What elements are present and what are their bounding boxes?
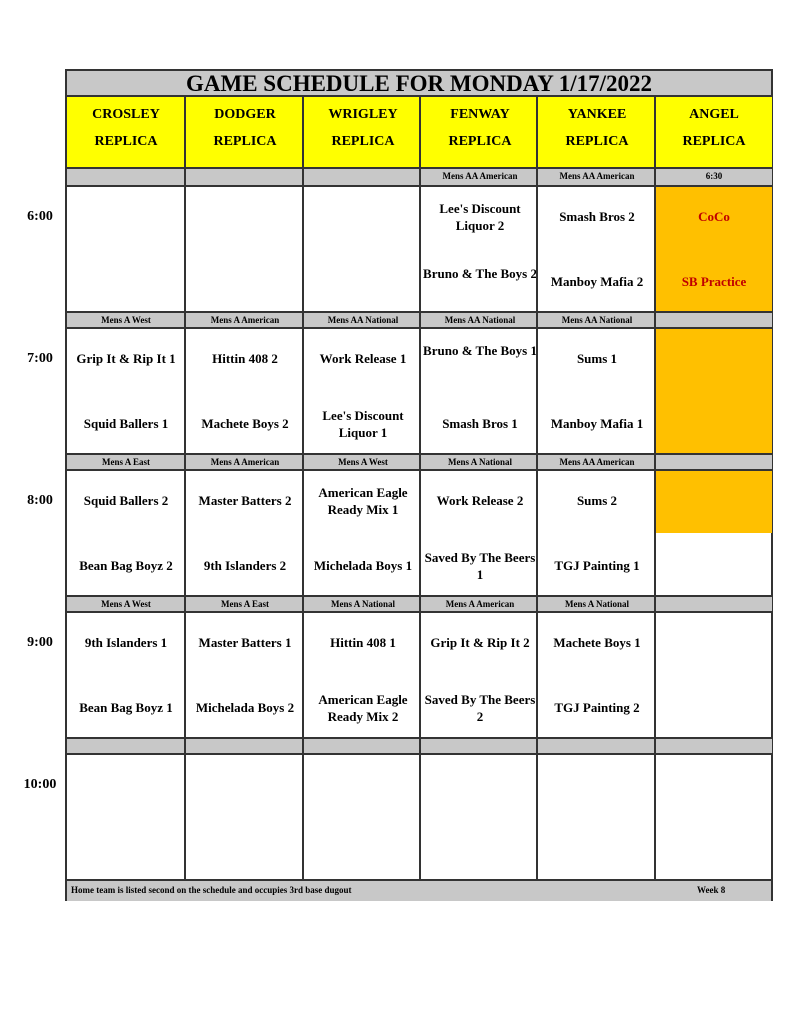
team-home: SB Practice xyxy=(681,274,747,289)
team-away: Squid Ballers 2 xyxy=(83,493,169,508)
team-home: Bruno & The Boys 2 xyxy=(423,266,537,281)
time-slot xyxy=(304,187,422,311)
division-label xyxy=(656,311,772,329)
team-home: Bean Bag Boyz 2 xyxy=(79,558,173,573)
time-slot xyxy=(538,613,656,737)
team-away: Sums 1 xyxy=(576,351,618,366)
team-home: Lee's Discount Liquor 1 xyxy=(322,408,404,440)
team-home: Manboy Mafia 2 xyxy=(550,274,644,289)
field-subtitle: REPLICA xyxy=(213,134,277,149)
time-slot xyxy=(186,613,304,737)
division-label: Mens A West xyxy=(67,595,185,613)
time-label-1000: 10:00 xyxy=(23,777,57,792)
schedule-sheet xyxy=(65,69,773,901)
field-header xyxy=(186,97,304,169)
division-label: Mens A East xyxy=(186,595,304,613)
time-slot xyxy=(656,329,772,453)
team-home: Smash Bros 1 xyxy=(442,416,518,431)
division-label: Mens A West xyxy=(304,453,422,471)
team-home: Manboy Mafia 1 xyxy=(550,416,644,431)
team-away: Grip It & Rip It 1 xyxy=(76,351,176,366)
division-label: Mens AA American xyxy=(538,453,656,471)
week-label: Week 8 xyxy=(697,885,726,895)
field-name: WRIGLEY xyxy=(328,107,398,122)
team-home: Bean Bag Boyz 1 xyxy=(79,700,173,715)
division-label: Mens A American xyxy=(186,311,304,329)
field-column-fenway xyxy=(419,97,539,901)
field-subtitle: REPLICA xyxy=(565,134,629,149)
team-home: Saved By The Beers 2 xyxy=(424,692,536,724)
team-home: Michelada Boys 2 xyxy=(195,700,295,715)
team-away: Work Release 2 xyxy=(436,493,524,508)
field-header xyxy=(304,97,422,169)
field-header xyxy=(421,97,539,169)
division-label xyxy=(67,169,185,187)
time-slot xyxy=(538,755,656,879)
time-slot xyxy=(304,613,422,737)
field-subtitle: REPLICA xyxy=(448,134,512,149)
time-slot xyxy=(186,187,304,311)
time-slot xyxy=(186,329,304,453)
time-label-800: 8:00 xyxy=(27,493,53,508)
field-name: YANKEE xyxy=(567,107,627,122)
field-column-crosley xyxy=(67,97,185,901)
division-label: Mens A National xyxy=(304,595,422,613)
field-header xyxy=(538,97,656,169)
division-label: Mens AA National xyxy=(538,311,656,329)
field-column-dodger xyxy=(184,97,304,901)
division-label: Mens AA American xyxy=(538,169,656,187)
time-slot xyxy=(304,329,422,453)
time-label-600: 6:00 xyxy=(27,209,53,224)
time-label-900: 9:00 xyxy=(27,635,53,650)
team-away: Hittin 408 2 xyxy=(212,351,278,366)
field-header xyxy=(67,97,185,169)
division-label: Mens A National xyxy=(421,453,539,471)
division-label: Mens AA National xyxy=(304,311,422,329)
team-away: Grip It & Rip It 2 xyxy=(430,635,530,650)
team-away: Lee's Discount Liquor 2 xyxy=(439,201,521,233)
schedule-title: GAME SCHEDULE FOR MONDAY 1/17/2022 xyxy=(67,71,771,97)
division-label xyxy=(421,737,539,755)
division-label: Mens A West xyxy=(67,311,185,329)
division-label: Mens A East xyxy=(67,453,185,471)
field-subtitle: REPLICA xyxy=(94,134,158,149)
time-slot xyxy=(421,329,539,453)
field-name: FENWAY xyxy=(450,107,510,122)
time-slot xyxy=(67,187,185,311)
time-slot xyxy=(67,613,185,737)
team-home: Squid Ballers 1 xyxy=(83,416,169,431)
division-label: Mens AA National xyxy=(421,311,539,329)
division-label xyxy=(186,169,304,187)
division-label: Mens A American xyxy=(186,453,304,471)
division-label: Mens AA American xyxy=(421,169,539,187)
team-home: Saved By The Beers 1 xyxy=(424,550,536,582)
team-home: TGJ Painting 2 xyxy=(554,700,640,715)
team-away: American Eagle Ready Mix 1 xyxy=(318,485,408,517)
team-away: Master Batters 2 xyxy=(198,493,292,508)
team-home: Michelada Boys 1 xyxy=(313,558,413,573)
team-away: Work Release 1 xyxy=(319,351,407,366)
field-name: DODGER xyxy=(214,107,276,122)
team-away: CoCo xyxy=(698,209,730,224)
practice-block xyxy=(656,471,772,533)
team-away: 9th Islanders 1 xyxy=(84,635,168,650)
division-label xyxy=(538,737,656,755)
field-name: ANGEL xyxy=(689,107,739,122)
time-slot xyxy=(67,329,185,453)
time-slot xyxy=(656,187,772,311)
time-slot xyxy=(656,613,772,737)
time-slot xyxy=(538,187,656,311)
division-label: 6:30 xyxy=(656,169,772,187)
division-label xyxy=(67,737,185,755)
field-column-yankee xyxy=(536,97,656,901)
division-label: Mens A American xyxy=(421,595,539,613)
time-slot xyxy=(538,471,656,595)
time-slot xyxy=(656,471,772,595)
field-subtitle: REPLICA xyxy=(682,134,746,149)
team-away: Sums 2 xyxy=(576,493,618,508)
team-home: American Eagle Ready Mix 2 xyxy=(318,692,408,724)
team-away: Smash Bros 2 xyxy=(559,209,635,224)
field-column-angel xyxy=(654,97,772,901)
time-slot xyxy=(186,755,304,879)
division-label xyxy=(304,737,422,755)
division-label xyxy=(656,737,772,755)
team-home: 9th Islanders 2 xyxy=(203,558,287,573)
time-slot xyxy=(304,755,422,879)
time-slot xyxy=(304,471,422,595)
time-slot xyxy=(421,187,539,311)
schedule-footer xyxy=(67,879,771,901)
field-name: CROSLEY xyxy=(92,107,160,122)
division-label xyxy=(656,453,772,471)
division-label xyxy=(186,737,304,755)
team-away: Bruno & The Boys 1 xyxy=(423,343,537,358)
time-label-700: 7:00 xyxy=(27,351,53,366)
field-subtitle: REPLICA xyxy=(331,134,395,149)
time-slot xyxy=(656,755,772,879)
field-column-wrigley xyxy=(302,97,422,901)
time-slot xyxy=(421,613,539,737)
time-slot xyxy=(67,755,185,879)
team-home: TGJ Painting 1 xyxy=(554,558,640,573)
division-label: Mens A National xyxy=(538,595,656,613)
team-away: Machete Boys 1 xyxy=(553,635,641,650)
team-away: Hittin 408 1 xyxy=(330,635,396,650)
home-team-note: Home team is listed second on the schedule and occupies 3rd base dugout xyxy=(71,885,352,895)
division-label xyxy=(656,595,772,613)
time-slot xyxy=(421,755,539,879)
time-slot xyxy=(421,471,539,595)
team-away: Master Batters 1 xyxy=(198,635,292,650)
division-label xyxy=(304,169,422,187)
field-header xyxy=(656,97,772,169)
time-slot xyxy=(186,471,304,595)
team-home: Machete Boys 2 xyxy=(201,416,289,431)
time-slot xyxy=(67,471,185,595)
time-slot xyxy=(538,329,656,453)
